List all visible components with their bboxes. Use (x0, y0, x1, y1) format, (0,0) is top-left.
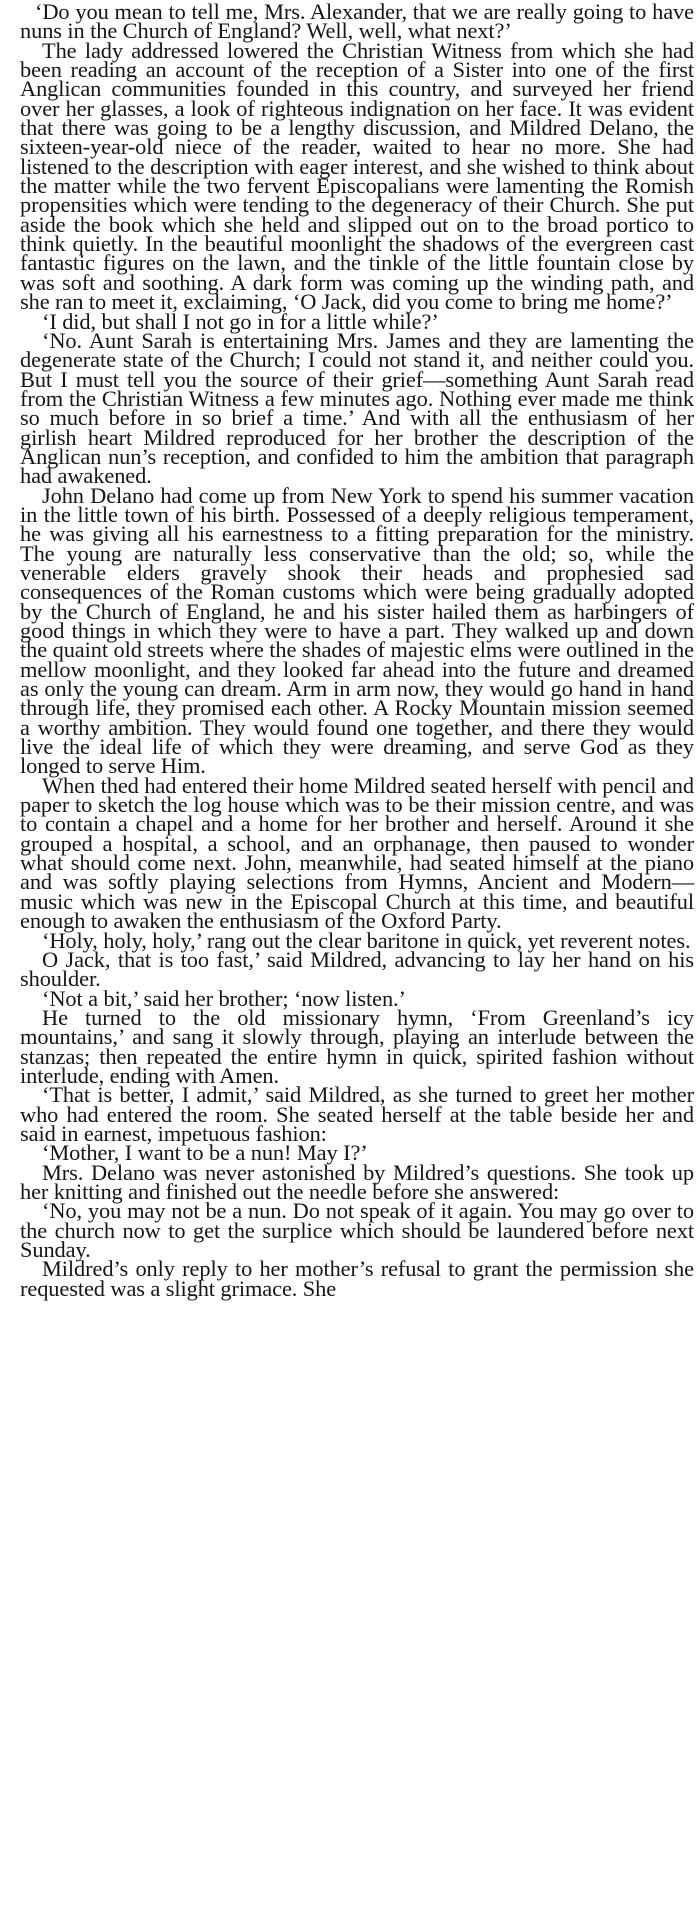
paragraph: ‘Holy, holy, holy,’ rang out the clear baritone in quick, yet reverent notes. (42, 927, 691, 953)
paragraph: The lady addressed lowered the Christian Witness from which she had been reading an account of the reception of a Sister into one of the first Anglican communities founded in this country, and surveyed her friend over her glasses, a look of righteous indignation on her face. It was evident that there was going to be a lengthy discussion, and Mildred Delano, the sixteen-year-old niece of the reader, waited to hear no more. She had listened to the description with eager interest, and she wished to think about the matter while the two fervent Episcopalians were lamenting the Romish propensities which were tending to the degeneracy of their Church. She put aside the book which she held and slipped out on to the broad portico to think quietly. In the beautiful moonlight the shadows of the evergreen cast fantastic figures on the lawn, and the tinkle of the little fountain close by was soft and soothing. A dark form was coming up the winding path, and she ran to meet it, exclaiming, ‘O Jack, did you come to bring me home?’ (20, 37, 694, 315)
paragraph: ‘Mother, I want to be a nun! May I?’ (42, 1140, 368, 1166)
paragraph: He turned to the old missionary hymn, ‘From Greenland’s icy mountains,’ and sang it slowly through, playing an interlude between the stanzas; then repeated the entire hymn in quick, spirited fashion without interlude, ending with Amen. (20, 1004, 694, 1088)
paragraph: ‘I did, but shall I not go in for a little while?’ (42, 308, 439, 334)
paragraph: ‘Not a bit,’ said her brother; ‘now listen.’ (42, 985, 406, 1011)
paragraph: Mrs. Delano was never astonished by Mildred’s questions. She took up her knitting and finished out the needle before she answered: (20, 1159, 694, 1204)
paragraph: When thed had entered their home Mildred seated herself with pencil and paper to sketch the log house which was to be their mission centre, and was to contain a chapel and a home for her brother and herself. Around it she grouped a hospital, a school, and an orphanage, then paused to wonder what should come next. John, meanwhile, had seated himself at the piano and was softly playing selections from Hymns, Ancient and Modern— music which was new in the Episcopal Church at this time, and beautiful enough to awaken the enthusiasm of the Oxford Party. (20, 772, 694, 934)
paragraph: ‘No. Aunt Sarah is entertaining Mrs. James and they are lamenting the degenerate state of the Church; I could not stand it, and neither could you. But I must tell you the source of their grief—something Aunt Sarah read from the Christian Witness a few minutes ago. Nothing ever made me think so much before in so brief a time.’ And with all the enthusiasm of her girlish heart Mildred reproduced for her brother the description of the Anglican nun’s reception, and confided to him the ambition that paragraph had awakened. (20, 327, 694, 489)
paragraph: ‘No, you may not be a nun. Do not speak of it again. You may go over to the church now to get the surplice which should be laundered before next Sunday. (20, 1198, 694, 1262)
paragraph: ‘Do you mean to tell me, Mrs. Alexander, that we are really going to have nuns in the Church of England? Well, well, what next?’ (20, 0, 694, 44)
paragraph: Mildred’s only reply to her mother’s refusal to grant the permission she requested was a slight grimace. She (20, 1256, 694, 1301)
paragraph: John Delano had come up from New York to spend his summer vacation in the little town of his birth. Possessed of a deeply religious temperament, he was giving all his earnestness to a fitting preparation for the ministry. The young are naturally less conservative than the old; so, while the venerable elders gravely shook their heads and prophesied sad consequences of the Roman customs which were being gradually adopted by the Church of England, he and his sister hailed them as harbingers of good things in which they were to have a part. They walked up and down the quaint old streets where the shades of majestic elms were outlined in the mellow moonlight, and they looked far ahead into the future and dreamed as only the young can dream. Arm in arm now, they would go hand in hand through life, they promised each other. A Rocky Mountain mission seemed a worthy ambition. They would found one together, and there they would live the ideal life of which they were dreaming, and serve God as they longed to serve Him. (20, 482, 694, 779)
paragraph: O Jack, that is too fast,’ said Mildred, advancing to lay her hand on his shoulder. (20, 946, 694, 992)
paragraph: ‘That is better, I admit,’ said Mildred, as she turned to greet her mother who had entered the room. She seated herself at the table beside her and said in earnest, impetuous fashion: (20, 1082, 694, 1146)
